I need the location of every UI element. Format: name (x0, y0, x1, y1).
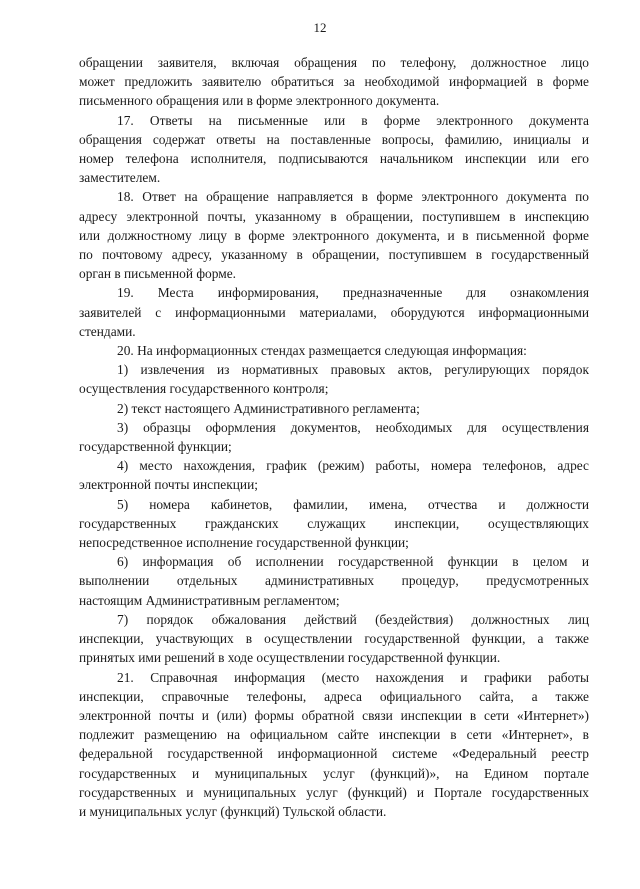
text-line: 7) порядок обжалования действий (бездействия) должностных лиц (117, 611, 589, 627)
text-line: адресу электронной почты, указанному в обращении, поступившем в инспекцию (79, 208, 589, 224)
text-line: заместителем. (79, 170, 161, 186)
paragraph (79, 495, 589, 553)
text-line: государственных и муниципальных услуг (функций)», на Едином портале (79, 765, 589, 781)
paragraph (79, 341, 589, 360)
text-line: государственной функции; (79, 439, 232, 455)
text-line: 4) место нахождения, график (режим) работы, номера телефонов, адрес (117, 458, 589, 474)
text-line: федеральной государственной информационной системе «Федеральный реестр (79, 746, 589, 762)
text-line: заявителей с информационными материалами, оборудуются информационными (79, 304, 589, 320)
text-line: 20. На информационных стендах размещается следующая информация: (117, 343, 527, 359)
text-line: выполнении отдельных административных процедур, предусмотренных (79, 573, 589, 589)
text-line: 3) образцы оформления документов, необходимых для осуществления (117, 419, 589, 435)
text-line: 2) текст настоящего Административного регламента; (117, 400, 420, 416)
paragraph (79, 456, 589, 494)
text-line: осуществления государственного контроля; (79, 381, 329, 397)
text-line: обращении заявителя, включая обращения по телефону, должностное лицо (79, 55, 589, 70)
text-line: государственных гражданских служащих инспекции, осуществляющих (79, 515, 589, 531)
paragraph (79, 668, 589, 822)
text-line: обращения содержат ответы на поставленные вопросы, фамилию, инициалы и (79, 131, 589, 147)
text-line: 1) извлечения из нормативных правовых актов, регулирующих порядок (117, 362, 589, 378)
text-line: письменного обращения или в форме электронного документа. (79, 93, 440, 109)
paragraph (79, 187, 589, 283)
paragraph (79, 418, 589, 456)
text-line: номер телефона исполнителя, подписываются начальником инспекции или его (79, 151, 589, 167)
paragraph (79, 283, 589, 341)
text-line: и муниципальных услуг (функций) Тульской области. (79, 803, 387, 819)
document-body (79, 53, 589, 821)
text-line: или должностному лицу в форме электронного документа, и в письменной форме (79, 227, 589, 243)
text-line: непосредственное исполнение государственной функции; (79, 535, 409, 551)
text-line: 21. Справочная информация (место нахождения и графики работы (117, 669, 589, 685)
text-line: 19. Места информирования, предназначенные для ознакомления (117, 285, 589, 301)
paragraph (79, 552, 589, 610)
paragraph (79, 610, 589, 668)
text-line: подлежит размещению на официальном сайте инспекции в сети «Интернет», в (79, 727, 589, 743)
paragraph (79, 53, 589, 111)
text-line: государственных и муниципальных услуг (функций) и Портале государственных (79, 784, 589, 800)
text-line: по почтовому адресу, указанному в обращении, поступившем в государственный (79, 247, 589, 263)
paragraph (79, 360, 589, 398)
text-line: 5) номера кабинетов, фамилии, имена, отчества и должности (117, 496, 589, 512)
text-line: инспекции, участвующих в осуществлении государственной функции, а также (79, 631, 589, 647)
text-line: настоящим Административным регламентом; (79, 592, 340, 608)
text-line: может предложить заявителю обратиться за необходимой информацией в форме (79, 74, 589, 90)
text-line: 18. Ответ на обращение направляется в форме электронного документа по (117, 189, 589, 205)
page-number: 12 (313, 20, 327, 35)
text-line: 6) информация об исполнении государственной функции в целом и (117, 554, 589, 570)
text-line: электронной почты инспекции; (79, 477, 258, 493)
paragraph (79, 399, 589, 418)
text-line: инспекции, справочные телефоны, адреса официального сайта, а также (79, 688, 589, 704)
text-line: электронной почты и (или) формы обратной связи инспекции в сети «Интернет») (79, 707, 589, 723)
text-line: 17. Ответы на письменные или в форме электронного документа (117, 112, 589, 128)
text-line: принятых ими решений в ходе осуществлении государственной функции. (79, 650, 501, 666)
paragraph (79, 111, 589, 188)
text-line: стендами. (79, 323, 136, 339)
text-line: орган в письменной форме. (79, 266, 236, 282)
